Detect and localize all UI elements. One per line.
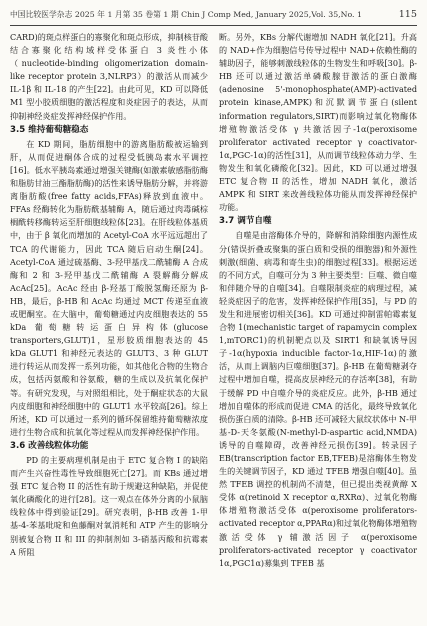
paragraph: 在 KD 期间，脂肪细胞中的游离脂肪酸被运输到肝，从而促进酮体合成的过程受低胰岛素水平调控[16]。低水平胰岛素通过增强关键酶(如激素敏感脂肪酶和脂肪甘油三酯脂肪酶)的活性来诱导脂肪分解，并将游离脂肪酸(free fatty acids,FFAs)释放到血液中。FFAs 经酶转化为脂肪酰基辅酶 A，随后通过肉毒碱棕榈酰转移酶转运至肝细胞线粒体[23]。在肝线粒体基质中，由于 β 氧化而增加的 Acetyl-CoA 水平远远超出了 TCA 的代谢能力，因此 TCA 随后启动生酮[24]。Acetyl-CoA 通过硫基酶、3-羟甲基戊二酰辅酶 A 合成酶和 2 和 3-羟甲基戊二酰辅酶 A 裂解酶分解成 AcAc[25]。AcAc 经由 β-羟基丁酸脱氢酶还原为 β-HB，最后，β-HB 和 AcAc 均通过 MCT 传递至血液或肥酮室。在大脑中，葡萄糖通过内皮细胞表达的 55 kDa 葡萄糖转运蛋白异构体(glucose transporters,GLUT)1，星形胶质细胞表达的 45 kDa GLUT1 和神经元表达的 GLUT3、3 种 GLUT 进行转运从而发挥一系列功能，如其他化合物的生物合成，包括丙氨酸和谷氨酸，糖的生成以及抗氧化保护等。有研究发现，与对照组相比，处于酮症状态的大鼠内皮细胞和神经细胞中的 GLUT1 水平较高[26]。综上所述，KD 可以通过一系列的循环保留维持葡萄糖浓度进行生物合成和抗氧化等过程从而发挥神经保护作用。 — [10, 138, 208, 437]
paragraph: 断。另外，KBs 分解代谢增加 NADH 氧化[21]。升高的 NAD+作为细胞信号传导过程中 NAD+依赖性酶的辅助因子，能够刺激线粒体的生物发生和呼吸[30]。β-HB 还可以通过激活单磷酸腺苷激活的蛋白激酶(adenosine 5'-monophosphate(AMP)-activated protein kinase,AMPK)和沉默调节蛋白(silent information regulators,SIRT)而影响过氧化物酶体增殖物激活受体 γ 共激活因子-1α(peroxisome proliferator activated receptor γ coactivator-1α,PGC-1α)的活性[31]，从而调节线粒体动力学、生物发生和氧化磷酸化[32]。因此，KD 可以通过增强 ETC 复合物 II 的活性，增加 NADH 氧化，激活 AMPK 和 SIRT 来改善线粒体功能从而发挥神经保护功能。 — [219, 32, 417, 213]
section-heading: 3.5 维持葡萄糖稳态 — [10, 124, 89, 135]
section-heading: 3.6 改善线粒体功能 — [10, 440, 89, 451]
right-column — [219, 31, 417, 621]
paragraph: CARD)的斑点样蛋白的寡聚化和斑点形成，抑制核苷酸结合寡聚化结构域样受体蛋白 3 炎性小体（nucleotide-binding oligomerization domain-like receptor protein 3,NLRP3）的激活从而减少 IL-1β 和 IL-18 的产生[22]。由此可见，KD 可以降低 M1 型小胶质细胞的激活程度和炎症因子的表达，从而抑制神经炎症发挥神经保护作用。 — [10, 32, 208, 121]
header-rule — [10, 25, 417, 26]
journal-citation: 中国比较医学杂志 2025 年 1 月第 35 卷第 1 期 Chin J Comp Med, January 2025,Vol. 35,No. 1 — [10, 10, 362, 19]
left-column — [10, 31, 208, 621]
running-header — [10, 9, 417, 21]
section-heading: 3.7 调节自噬 — [219, 216, 272, 227]
page-number: 115 — [398, 9, 417, 20]
paragraph: PD 的主要病理机制是由于 ETC 复合物 I 的缺陷而产生兴奋性毒性导致细胞死亡[27]。而 KBs 通过增强 ETC 复合物 II 的活性有助于规避这种缺陷，并促使氧化磷酸化的进行[28]。这一观点在体外分离的小鼠脑线粒体中得到验证[29]。研究表明，β-HB 改善 1-甲基-4-苯基吡啶和鱼藤酮对氧消耗和 ATP 产生的影响分别被复合物 II 和 III 的抑制剂如 3-硝基丙酸和抗霉素 A 所阻 — [10, 455, 208, 557]
paragraph: 自噬是由溶酶体介导的，降解和消除细胞内源性成分(错误折叠或聚集的蛋白质和受损的细胞器)和外源性刺激(细菌、病毒和寄生虫)的细胞过程[33]。根据运送的不同方式，自噬可分为 3 种主要类型：巨噬、微自噬和伴随介导的自噬[34]。自噬限制炎症的病理过程，减轻炎症因子的危害，发挥神经保护作用[35]，与 PD 的发生和进展密切相关[36]。KD 可通过抑制雷帕霉素复合物 1(mechanistic target of rapamycin complex 1,mTORC1)的机制靶点以及 SIRT1 和缺氧诱导因子-1α(hypoxia inducible factor-1α,HIF-1α)的激活，从而上调脑内巨噬细胞[37]。β-HB 在葡萄糖剥夺过程中增加自噬，提高皮层神经元的存活率[38]，有助于缓解 PD 中自噬介导的炎症反应。此外，β-HB 通过增加自噬体的形成而促进 CMA 的活化，最终导致氧化损伤蛋白质的清除。β-HB 还可减轻大鼠纹状体中 N-甲基-D-天冬氨酸(N-methyl-D-aspartic acid,NMDA)诱导的自噬障碍，改善神经元损伤[39]。转录因子 EB(transcription factor EB,TFEB)是溶酶体生物发生的关键调节因子，KD 通过 TFEB 增强自噬[40]。虽然 TFEB 调控的机制尚不清楚，但已提出类视黄醇 X 受体 α(retinoid X receptor α,RXRα)、过氧化物酶体增殖物激活受体 α(peroxisome proliferators-activated receptor α,PPARα)和过氧化物酶体增殖物激活受体 γ 辅激活因子 α(peroxisome proliferators-activated receptor γ coactivator 1α,PGC1α)募集到 TFEB 基 — [219, 230, 417, 568]
